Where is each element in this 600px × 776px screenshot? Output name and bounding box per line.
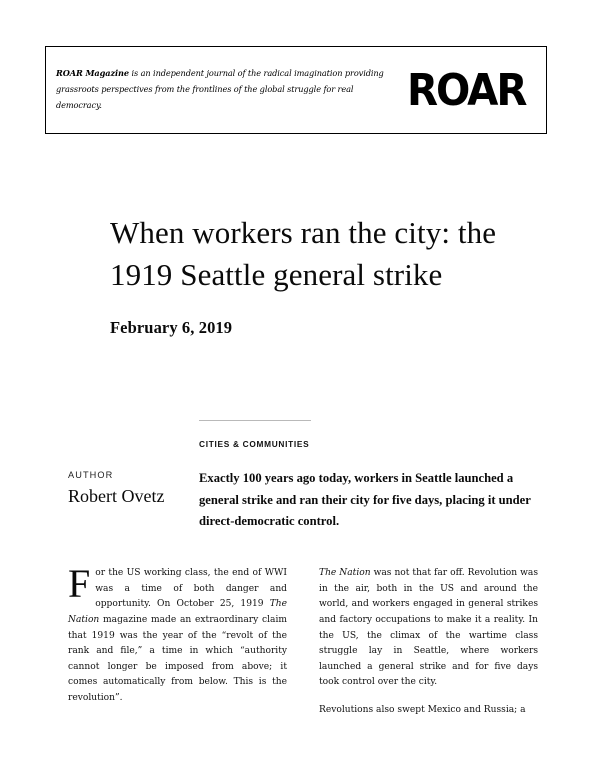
roar-logo: ROAR (407, 65, 526, 116)
body-paragraph (319, 566, 538, 691)
body-paragraph: Revolutions also swept Mexico and Russia; a (319, 705, 526, 716)
body-column-left (68, 561, 287, 766)
title-block (110, 212, 530, 338)
masthead-blurb-rest: is an independent journal of the radical imagination providing grassroots perspectives from the frontlines of the global struggle for real democracy. (56, 68, 384, 110)
body-paragraph (68, 561, 287, 707)
drop-cap: F (68, 561, 91, 606)
section-divider (199, 420, 311, 421)
article-body (68, 561, 539, 766)
body-text-italic: The Nation (319, 568, 371, 578)
body-text-a: was not that far off. Revolution was in the air, both in the US and around the world, and workers engaged in general strikes and factory occupations to make it a reality. In the US, the climax of the wartime class struggle lay in Seattle, where workers launched a general strike and for five days took control over the city. (319, 568, 538, 688)
author-name: Robert Ovetz (68, 486, 165, 506)
masthead-blurb-lead: ROAR Magazine (56, 68, 129, 79)
body-text-b: magazine made an extraordinary claim that 1919 was the year of the “revolt of the rank and file,” a time in which “authority cannot longer be imposed from above; it comes automatically from below. This is the revolution”. (68, 614, 287, 704)
author-block (68, 470, 183, 508)
publication-date: February 6, 2019 (110, 318, 233, 338)
category-label: CITIES & COMMUNITIES (199, 439, 310, 449)
body-column-right (319, 566, 538, 766)
body-text-italic: The Nation (68, 599, 287, 625)
page-title: When workers ran the city: the 1919 Seattle general strike (110, 215, 497, 293)
masthead-banner (45, 46, 547, 134)
author-label: AUTHOR (68, 470, 114, 480)
body-text-a: or the US working class, the end of WWI was a time of both danger and opportunity. On October 25, 1919 (95, 568, 287, 610)
article-standfirst: Exactly 100 years ago today, workers in Seattle launched a general strike and ran their city for five days, placing it under direct-democratic control. (199, 471, 531, 529)
masthead-logo-area (401, 47, 546, 133)
masthead-blurb (46, 66, 401, 114)
